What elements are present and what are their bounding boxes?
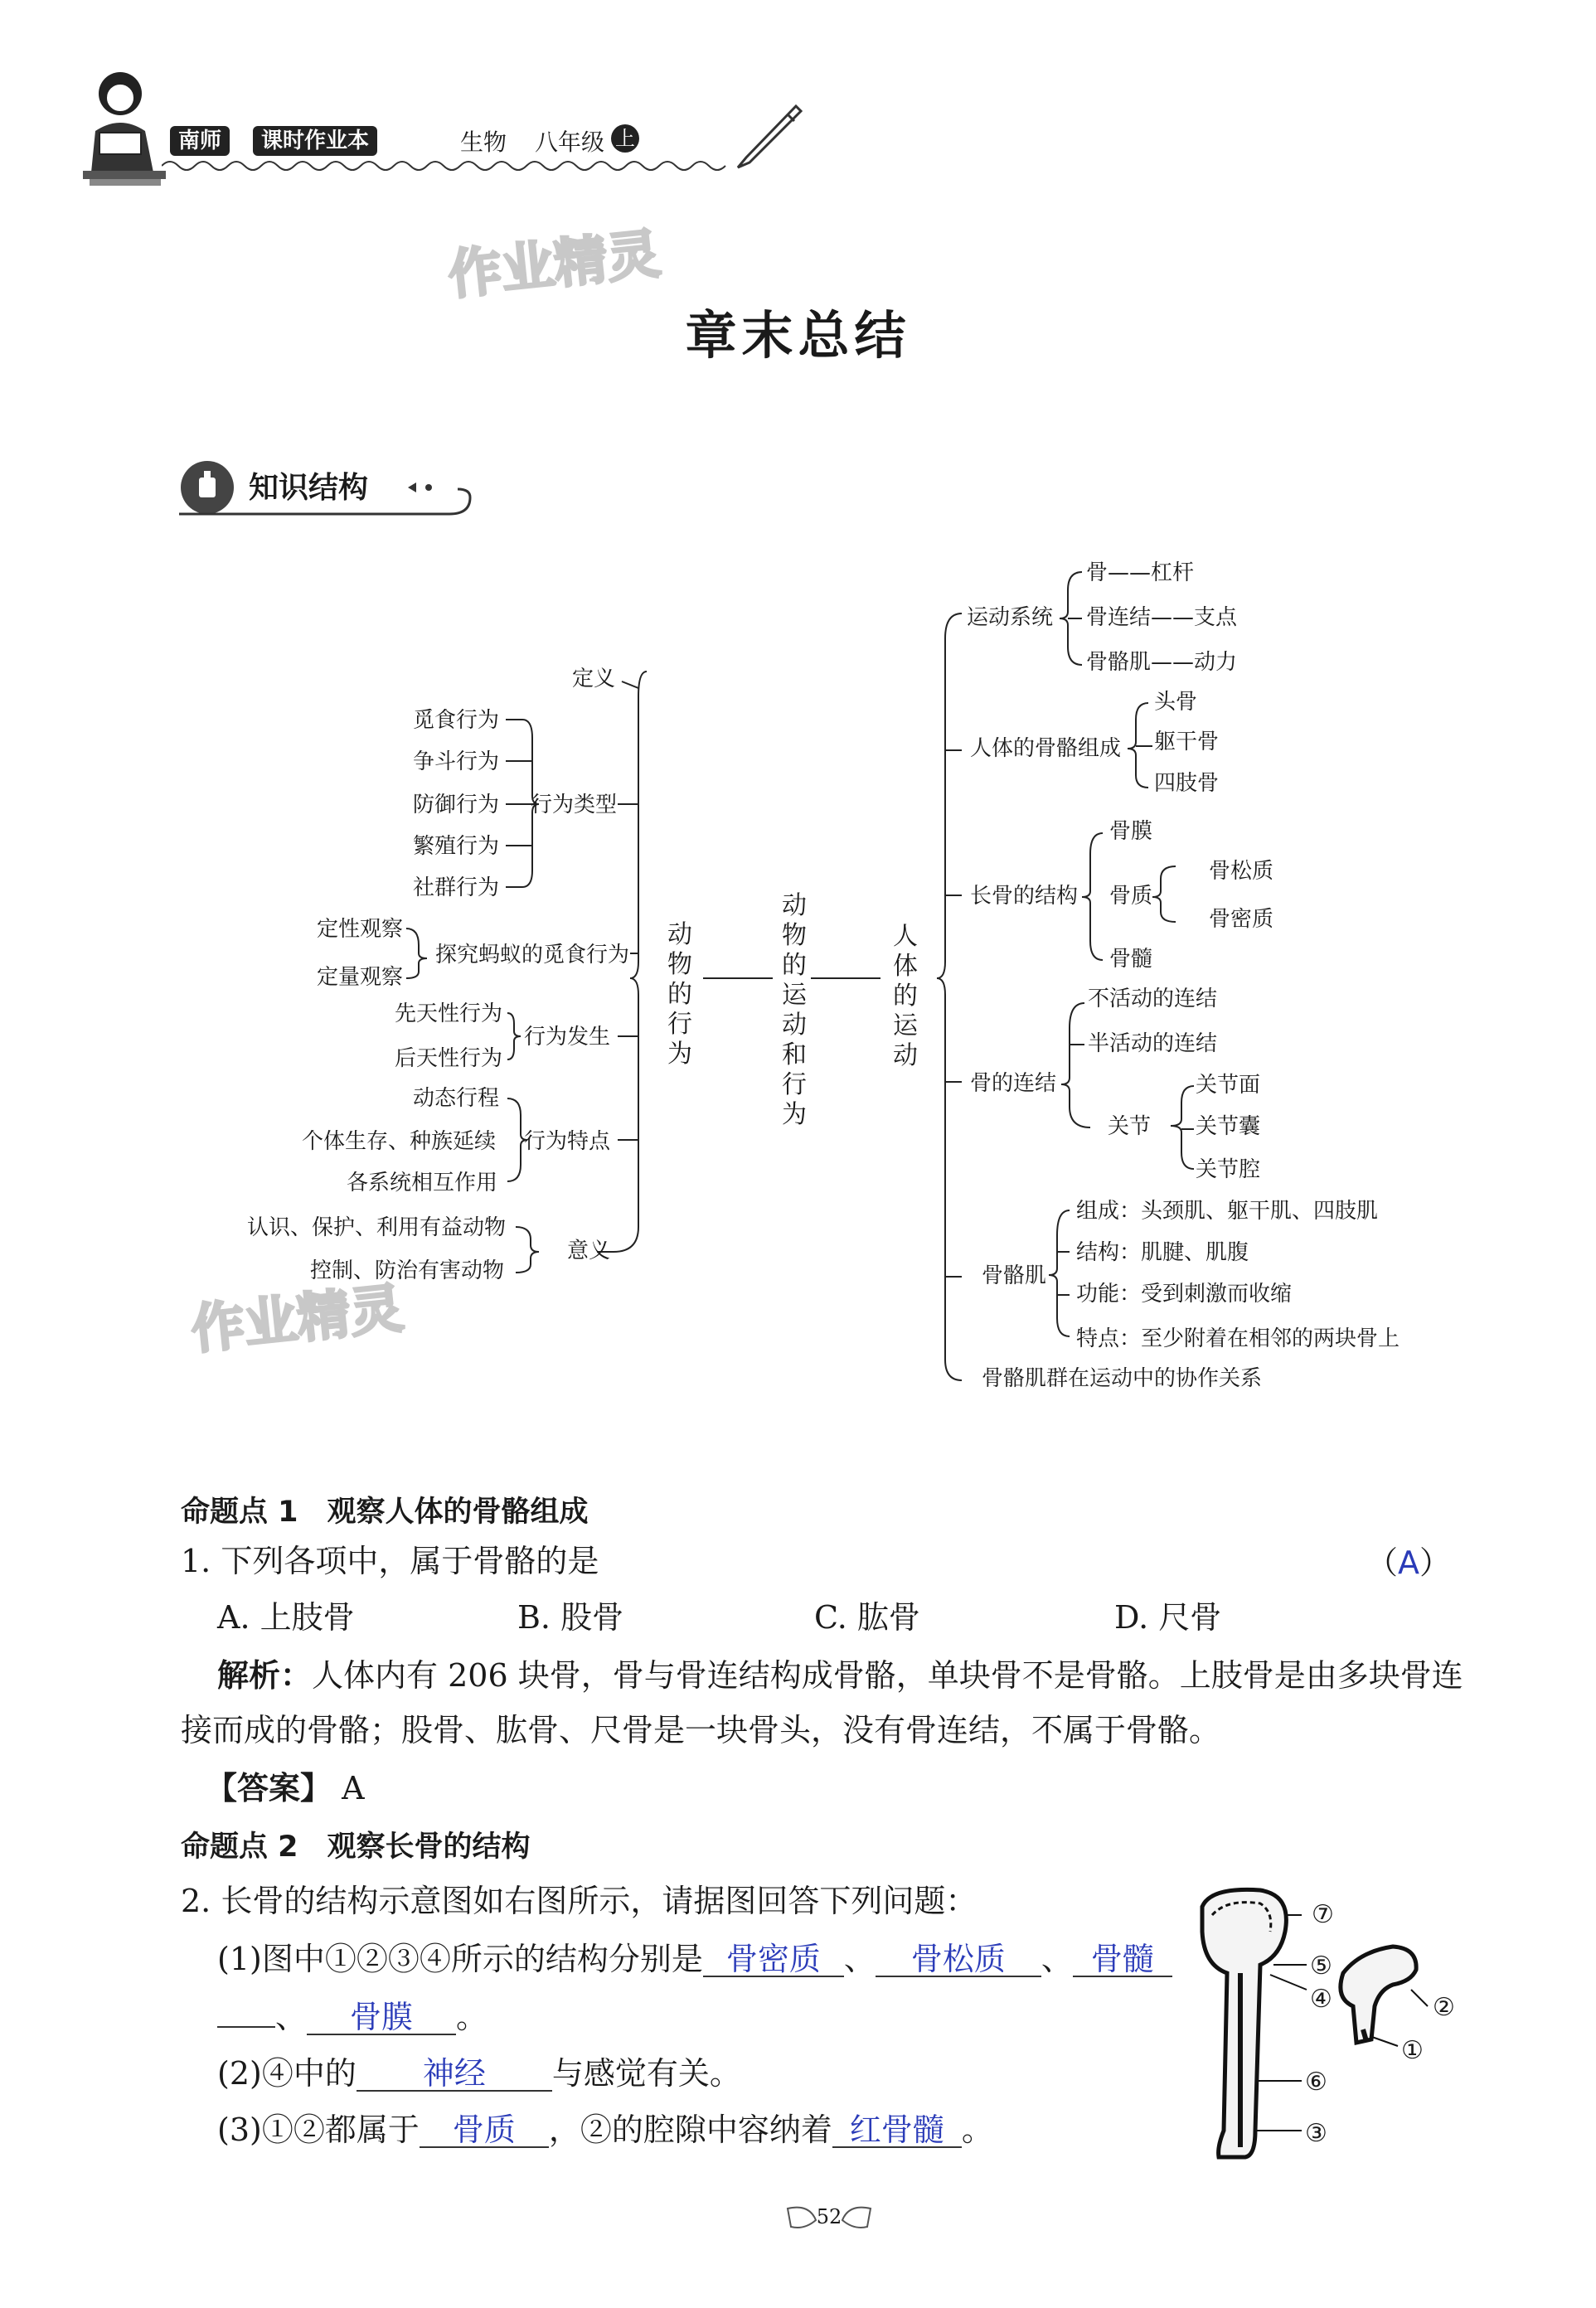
node-explore: 探究蚂蚁的觅食行为 — [435, 943, 630, 967]
node-explore-item: 定量观察 — [317, 965, 404, 990]
node-feature-item: 各系统相互作用 — [347, 1171, 498, 1195]
q2-p3-mid: ，②的腔隙中容纳着 — [548, 2112, 832, 2148]
q2-part3 — [217, 2111, 993, 2149]
q2-part2 — [217, 2054, 741, 2092]
analysis-label: 解析： — [217, 1657, 313, 1694]
node-muscle-item: 特点：至少附着在相邻的两块骨上 — [1076, 1326, 1400, 1351]
q2-stem: 2. 长骨的结构示意图如右图所示，请据图回答下列问题： — [181, 1883, 977, 1919]
node-periosteum: 骨膜 — [1109, 819, 1153, 844]
q2-p1-prefix: (1)图中①②③④所示的结构分别是 — [217, 1941, 703, 1977]
paren-right: ） — [1419, 1544, 1452, 1581]
grade: 八年级 — [535, 128, 605, 156]
node-joints: 骨的连结 — [970, 1071, 1057, 1096]
page-number: 52 — [816, 2205, 842, 2228]
diagram-label-3: ③ — [1305, 2119, 1327, 2148]
q2-answer-5: 神经 — [357, 2057, 552, 2092]
node-bone-matter: 骨质 — [1109, 884, 1153, 909]
node-joint-part: 关节面 — [1196, 1073, 1261, 1098]
section-title: 知识结构 — [249, 471, 369, 505]
node-occurrence: 行为发生 — [524, 1025, 611, 1050]
node-skeleton-item: 四肢骨 — [1154, 771, 1220, 796]
diagram-label-7: ⑦ — [1312, 1900, 1334, 1929]
subject: 生物 — [460, 128, 507, 156]
node-type-item: 觅食行为 — [413, 708, 500, 733]
separator: 、 — [275, 1999, 308, 2035]
q2-part1 — [217, 1940, 1172, 1978]
watermark-middle: 作业精灵 — [188, 1278, 406, 1362]
diagram-label-1: ① — [1401, 2036, 1424, 2065]
node-motor-system: 运动系统 — [967, 605, 1054, 630]
q2-answer-3: 骨髓 — [1073, 1942, 1172, 1977]
node-meaning-item: 认识、保护、利用有益动物 — [247, 1215, 507, 1240]
node-occurrence-item: 先天性行为 — [395, 1001, 503, 1026]
node-spongy-bone: 骨松质 — [1209, 859, 1274, 884]
node-explore-item: 定性观察 — [317, 917, 404, 942]
node-skeleton-item: 躯干骨 — [1154, 730, 1220, 754]
volume-badge: 上 — [611, 124, 639, 153]
node-joint-part: 关节腔 — [1196, 1157, 1261, 1182]
node-type-item: 社群行为 — [413, 875, 500, 900]
q2-p2-prefix: (2)④中的 — [217, 2055, 357, 2092]
q1-analysis-line1 — [217, 1656, 1463, 1695]
q2-answer-1: 骨密质 — [703, 1942, 844, 1977]
node-joint-item: 不活动的连结 — [1088, 987, 1218, 1011]
node-features: 行为特点 — [524, 1129, 611, 1154]
q1-answer: A — [1398, 1544, 1420, 1581]
diagram-label-6: ⑥ — [1305, 2068, 1327, 2097]
node-behavior-types: 行为类型 — [531, 793, 618, 817]
node-feature-item: 个体生存、种族延续 — [302, 1129, 497, 1154]
node-motor-item: 骨连结——支点 — [1086, 605, 1238, 630]
node-type-item: 争斗行为 — [413, 749, 500, 774]
q1-stem: 1. 下列各项中，属于骨骼的是 — [181, 1543, 599, 1579]
q2-p2-suffix: 与感觉有关。 — [551, 2055, 741, 2092]
node-motor-item: 骨骼肌——动力 — [1086, 650, 1238, 675]
node-joint: 关节 — [1108, 1114, 1152, 1139]
point-1-title: 命题点 1 观察人体的骨骼组成 — [181, 1496, 589, 1529]
q2-answer-4: 骨膜 — [307, 2000, 456, 2035]
q1-option: C. 肱骨 — [814, 1599, 920, 1636]
node-joint-part: 关节囊 — [1196, 1114, 1261, 1139]
brand-tag-1: 南师 — [170, 126, 230, 156]
node-muscle: 骨骼肌 — [982, 1263, 1047, 1288]
mindmap-right-branch: 人体的运动 — [893, 922, 918, 1070]
node-marrow: 骨髓 — [1109, 947, 1153, 972]
key-value: A — [342, 1770, 365, 1806]
page-title: 章末总结 — [685, 305, 911, 366]
q2-answer-6: 骨质 — [420, 2113, 549, 2148]
node-long-bone: 长骨的结构 — [970, 884, 1079, 909]
key-label: 【答案】 — [206, 1770, 332, 1806]
node-motor-item: 骨——杠杆 — [1086, 560, 1195, 585]
node-muscle-item: 功能：受到刺激而收缩 — [1076, 1282, 1293, 1307]
diagram-label-2: ② — [1433, 1993, 1455, 2022]
watermark-top: 作业精灵 — [445, 223, 663, 308]
analysis-text: 人体内有 206 块骨，骨与骨连结构成骨骼，单块骨不是骨骼。上肢骨是由多块骨连 — [312, 1657, 1463, 1694]
q2-part1-cont — [217, 1998, 488, 2036]
period: 。 — [456, 1999, 488, 2035]
q2-answer-2: 骨松质 — [876, 1942, 1041, 1977]
node-skeleton: 人体的骨骼组成 — [970, 736, 1122, 761]
node-meaning: 意义 — [567, 1239, 611, 1263]
node-muscle-item: 组成：头颈肌、躯干肌、四肢肌 — [1076, 1199, 1379, 1224]
node-skeleton-item: 头骨 — [1154, 690, 1198, 715]
mindmap-center: 动物的运动和行为 — [782, 891, 807, 1129]
separator: 、 — [843, 1941, 876, 1977]
period: 。 — [961, 2112, 993, 2148]
q1-option: B. 股骨 — [517, 1599, 624, 1636]
node-type-item: 防御行为 — [413, 793, 500, 817]
q2-p3-prefix: (3)①②都属于 — [217, 2112, 420, 2148]
node-coop: 骨骼肌群在运动中的协作关系 — [982, 1366, 1263, 1391]
brand-tag-2: 课时作业本 — [253, 126, 377, 156]
diagram-label-5: ⑤ — [1310, 1952, 1332, 1981]
q1-analysis-line2: 接而成的骨骼；股骨、肱骨、尺骨是一块骨头，没有骨连结，不属于骨骼。 — [181, 1712, 1221, 1748]
node-compact-bone: 骨密质 — [1209, 907, 1274, 932]
blank-line — [217, 2026, 275, 2028]
node-muscle-item: 结构：肌腱、肌腹 — [1076, 1240, 1249, 1265]
q1-key — [206, 1769, 365, 1807]
q1-option: D. 尺骨 — [1114, 1599, 1222, 1636]
node-type-item: 繁殖行为 — [413, 834, 500, 859]
q1-option: A. 上肢骨 — [217, 1599, 355, 1636]
node-occurrence-item: 后天性行为 — [395, 1046, 503, 1071]
point-2-title: 命题点 2 观察长骨的结构 — [181, 1830, 531, 1864]
node-joint-item: 半活动的连结 — [1088, 1031, 1218, 1056]
diagram-label-4: ④ — [1310, 1985, 1332, 2014]
long-bone-illustration — [1194, 1882, 1484, 2172]
node-feature-item: 动态行程 — [413, 1086, 500, 1111]
node-definition: 定义 — [572, 667, 616, 691]
paren-left: （ — [1366, 1544, 1399, 1581]
separator: 、 — [1041, 1941, 1073, 1977]
mindmap-left-branch: 动物的行为 — [667, 920, 692, 1069]
q2-answer-7: 红骨髓 — [832, 2113, 962, 2148]
q1-answer-paren — [1366, 1544, 1451, 1582]
node-meaning-item: 控制、防治有害动物 — [310, 1258, 505, 1283]
